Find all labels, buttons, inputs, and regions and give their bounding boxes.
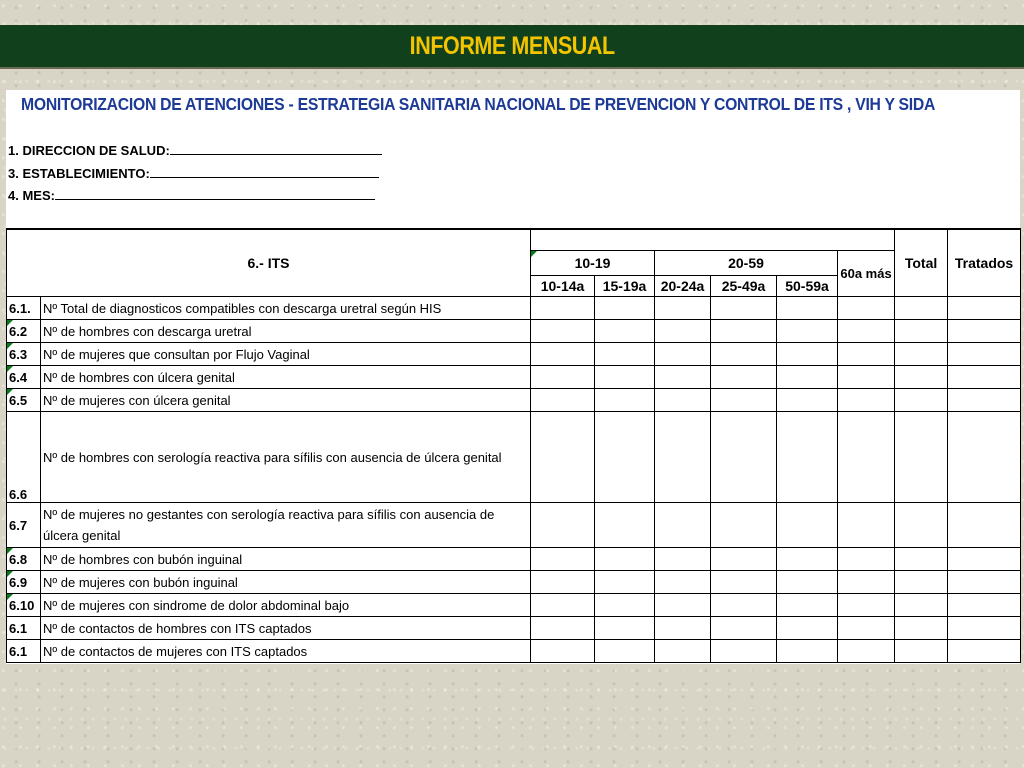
data-cell[interactable] xyxy=(838,412,895,503)
table-row xyxy=(7,389,1021,412)
data-cell[interactable] xyxy=(531,343,595,366)
data-cell[interactable] xyxy=(655,503,711,548)
data-cell[interactable] xyxy=(777,389,838,412)
col-total: Total xyxy=(895,229,948,297)
table-row xyxy=(7,412,1021,503)
data-cell[interactable] xyxy=(595,617,655,640)
field-establecimiento xyxy=(8,165,379,181)
data-cell[interactable] xyxy=(895,297,948,320)
subcol-10-14: 10-14a xyxy=(531,276,595,297)
data-cell[interactable] xyxy=(655,594,711,617)
data-cell[interactable] xyxy=(655,640,711,663)
table-row xyxy=(7,548,1021,571)
row-number: 6.8 xyxy=(7,548,41,571)
data-cell[interactable] xyxy=(531,320,595,343)
data-cell[interactable] xyxy=(655,389,711,412)
subcol-50-59: 50-59a xyxy=(777,276,838,297)
group-20-59: 20-59 xyxy=(655,251,838,276)
table-row xyxy=(7,571,1021,594)
row-number: 6.1. xyxy=(7,297,41,320)
row-description: Nº de hombres con descarga uretral xyxy=(41,320,531,343)
row-number: 6.5 xyxy=(7,389,41,412)
data-cell[interactable] xyxy=(595,571,655,594)
data-cell[interactable] xyxy=(895,594,948,617)
field-label: 4. MES: xyxy=(8,188,55,203)
data-cell[interactable] xyxy=(655,343,711,366)
data-cell[interactable] xyxy=(595,412,655,503)
table-row xyxy=(7,640,1021,663)
data-cell[interactable] xyxy=(838,640,895,663)
data-cell[interactable] xyxy=(711,343,777,366)
data-cell[interactable] xyxy=(895,503,948,548)
data-cell[interactable] xyxy=(777,343,838,366)
data-cell[interactable] xyxy=(711,366,777,389)
data-cell[interactable] xyxy=(895,343,948,366)
data-cell[interactable] xyxy=(711,548,777,571)
row-description: Nº de contactos de hombres con ITS captados xyxy=(41,617,531,640)
data-cell[interactable] xyxy=(595,389,655,412)
data-cell[interactable] xyxy=(895,320,948,343)
field-mes xyxy=(8,187,375,203)
row-description: Nº de mujeres con úlcera genital xyxy=(41,389,531,412)
data-cell[interactable] xyxy=(948,366,1021,389)
row-description: Nº de hombres con bubón inguinal xyxy=(41,548,531,571)
data-cell[interactable] xyxy=(777,548,838,571)
data-cell[interactable] xyxy=(838,503,895,548)
row-number: 6.6 xyxy=(7,412,41,503)
data-cell[interactable] xyxy=(595,297,655,320)
data-cell[interactable] xyxy=(711,389,777,412)
data-cell[interactable] xyxy=(711,412,777,503)
data-cell[interactable] xyxy=(777,320,838,343)
table-row xyxy=(7,320,1021,343)
data-cell[interactable] xyxy=(777,366,838,389)
row-description: Nº de mujeres con bubón inguinal xyxy=(41,571,531,594)
field-blank-line[interactable] xyxy=(150,165,379,178)
data-cell[interactable] xyxy=(531,548,595,571)
data-cell[interactable] xyxy=(838,571,895,594)
data-cell[interactable] xyxy=(655,297,711,320)
data-cell[interactable] xyxy=(777,412,838,503)
row-description: Nº de contactos de mujeres con ITS captados xyxy=(41,640,531,663)
data-cell[interactable] xyxy=(948,343,1021,366)
data-cell[interactable] xyxy=(948,617,1021,640)
data-cell[interactable] xyxy=(895,640,948,663)
data-cell[interactable] xyxy=(948,503,1021,548)
data-cell[interactable] xyxy=(948,640,1021,663)
row-number: 6.2 xyxy=(7,320,41,343)
data-cell[interactable] xyxy=(655,366,711,389)
data-cell[interactable] xyxy=(895,571,948,594)
data-cell[interactable] xyxy=(655,548,711,571)
table-row xyxy=(7,366,1021,389)
data-cell[interactable] xyxy=(838,594,895,617)
report-heading: MONITORIZACION DE ATENCIONES - ESTRATEGIA SANITARIA NACIONAL DE PREVENCION Y CONTROL DE ITS , VIH Y SIDA xyxy=(21,94,936,114)
page-title: INFORME MENSUAL xyxy=(409,32,615,60)
title-bar xyxy=(0,25,1024,69)
data-cell[interactable] xyxy=(838,320,895,343)
data-cell[interactable] xyxy=(531,389,595,412)
data-cell[interactable] xyxy=(948,594,1021,617)
row-number: 6.4 xyxy=(7,366,41,389)
row-number: 6.1 xyxy=(7,640,41,663)
row-number: 6.9 xyxy=(7,571,41,594)
row-description: Nº de mujeres que consultan por Flujo Vaginal xyxy=(41,343,531,366)
data-cell[interactable] xyxy=(531,366,595,389)
data-cell[interactable] xyxy=(711,503,777,548)
section-title: 6.- ITS xyxy=(7,229,531,297)
data-cell[interactable] xyxy=(595,503,655,548)
data-cell[interactable] xyxy=(711,320,777,343)
row-description: Nº de hombres con úlcera genital xyxy=(41,366,531,389)
data-cell[interactable] xyxy=(711,617,777,640)
data-cell[interactable] xyxy=(595,366,655,389)
data-cell[interactable] xyxy=(777,594,838,617)
data-cell[interactable] xyxy=(948,571,1021,594)
subcol-25-49: 25-49a xyxy=(711,276,777,297)
data-cell[interactable] xyxy=(531,594,595,617)
col-60-mas: 60a más xyxy=(838,251,895,297)
data-cell[interactable] xyxy=(655,571,711,594)
data-cell[interactable] xyxy=(655,412,711,503)
data-cell[interactable] xyxy=(895,366,948,389)
group-10-19: 10-19 xyxy=(531,251,655,276)
data-cell[interactable] xyxy=(838,343,895,366)
data-cell[interactable] xyxy=(531,571,595,594)
data-cell[interactable] xyxy=(838,617,895,640)
data-cell[interactable] xyxy=(655,617,711,640)
data-cell[interactable] xyxy=(655,320,711,343)
data-cell[interactable] xyxy=(948,389,1021,412)
data-cell[interactable] xyxy=(948,297,1021,320)
data-cell[interactable] xyxy=(777,297,838,320)
data-cell[interactable] xyxy=(948,320,1021,343)
data-cell[interactable] xyxy=(595,548,655,571)
header-spacer xyxy=(531,229,895,251)
table-row xyxy=(7,297,1021,320)
data-cell[interactable] xyxy=(895,412,948,503)
field-blank-line[interactable] xyxy=(55,187,375,200)
its-table xyxy=(6,228,1021,663)
data-cell[interactable] xyxy=(948,548,1021,571)
data-cell[interactable] xyxy=(711,640,777,663)
data-cell[interactable] xyxy=(838,297,895,320)
row-number: 6.3 xyxy=(7,343,41,366)
data-cell[interactable] xyxy=(777,503,838,548)
row-description: Nº de hombres con serología reactiva para sífilis con ausencia de úlcera genital xyxy=(41,412,531,503)
data-cell[interactable] xyxy=(895,617,948,640)
field-label: 1. DIRECCION DE SALUD: xyxy=(8,143,170,158)
row-number: 6.10 xyxy=(7,594,41,617)
data-cell[interactable] xyxy=(838,548,895,571)
row-description: Nº Total de diagnosticos compatibles con descarga uretral según HIS xyxy=(41,297,531,320)
data-cell[interactable] xyxy=(711,571,777,594)
data-cell[interactable] xyxy=(838,366,895,389)
data-cell[interactable] xyxy=(895,548,948,571)
data-cell[interactable] xyxy=(777,640,838,663)
data-cell[interactable] xyxy=(948,412,1021,503)
table-row xyxy=(7,594,1021,617)
row-description: Nº de mujeres con sindrome de dolor abdominal bajo xyxy=(41,594,531,617)
field-blank-line[interactable] xyxy=(170,142,382,155)
subcol-20-24: 20-24a xyxy=(655,276,711,297)
row-number: 6.1 xyxy=(7,617,41,640)
field-label: 3. ESTABLECIMIENTO: xyxy=(8,166,150,181)
data-cell[interactable] xyxy=(531,503,595,548)
subcol-15-19: 15-19a xyxy=(595,276,655,297)
data-cell[interactable] xyxy=(531,617,595,640)
table-row xyxy=(7,617,1021,640)
row-number: 6.7 xyxy=(7,503,41,548)
data-cell[interactable] xyxy=(531,640,595,663)
data-cell[interactable] xyxy=(595,640,655,663)
row-description: Nº de mujeres no gestantes con serología reactiva para sífilis con ausencia de úlcera genital xyxy=(41,503,531,548)
data-cell[interactable] xyxy=(777,571,838,594)
data-cell[interactable] xyxy=(711,594,777,617)
data-cell[interactable] xyxy=(711,297,777,320)
report-sheet xyxy=(6,90,1020,664)
col-tratados: Tratados xyxy=(948,229,1021,297)
table-row xyxy=(7,343,1021,366)
data-cell[interactable] xyxy=(595,594,655,617)
data-cell[interactable] xyxy=(595,343,655,366)
data-cell[interactable] xyxy=(777,617,838,640)
table-row xyxy=(7,503,1021,548)
data-cell[interactable] xyxy=(838,389,895,412)
data-cell[interactable] xyxy=(531,297,595,320)
data-cell[interactable] xyxy=(531,412,595,503)
field-direccion-salud xyxy=(8,142,382,158)
data-cell[interactable] xyxy=(895,389,948,412)
data-cell[interactable] xyxy=(595,320,655,343)
